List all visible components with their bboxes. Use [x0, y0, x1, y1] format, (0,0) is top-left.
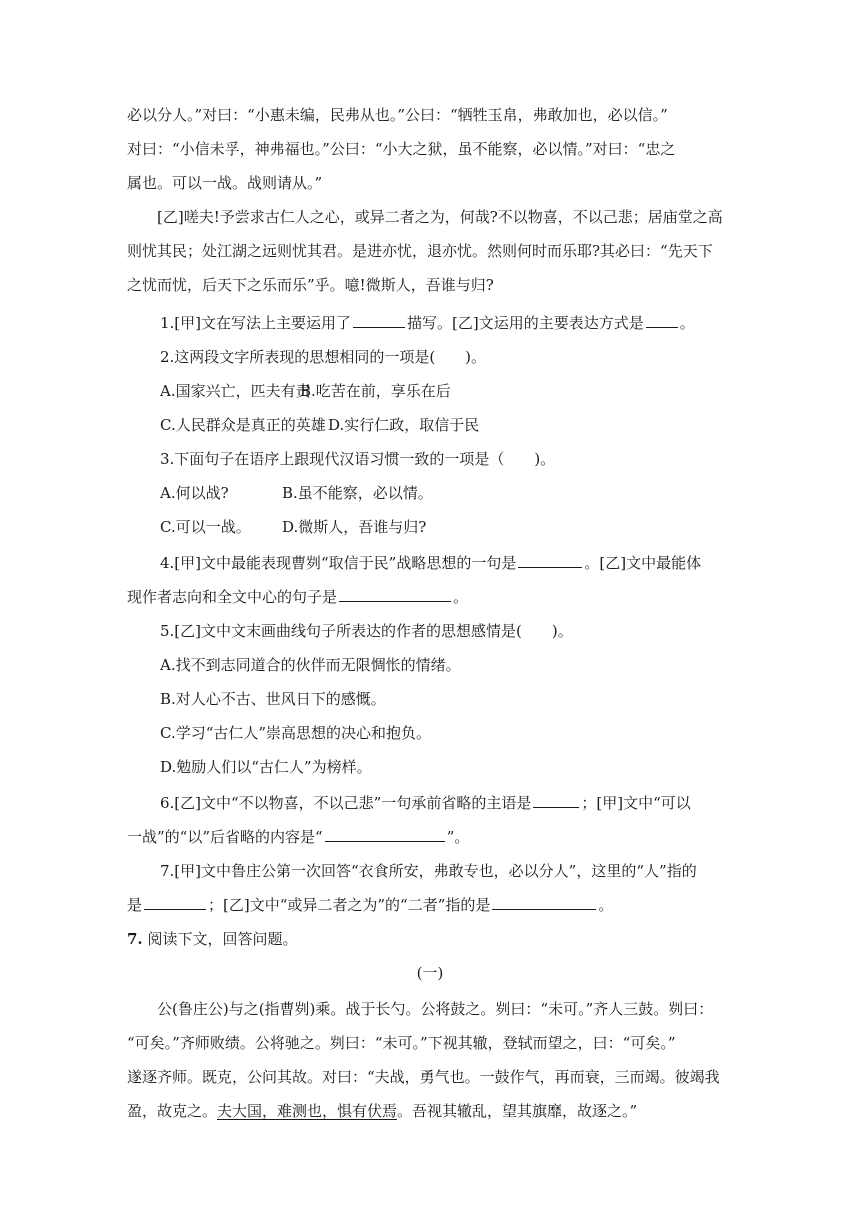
answer-blank[interactable] [144, 891, 206, 910]
question-text: 一战”的“以”后省略的内容是“ [127, 828, 323, 846]
option-d[interactable]: D.实行仁政，取信于民 [328, 416, 480, 434]
passage-yi-line: 则忧其民；处江湖之远则忧其君。是进亦忧，退亦忧。然则何时而乐耶?其必曰：“先天下 [127, 242, 713, 260]
reading-text: 盈，故克之。 [127, 1102, 218, 1120]
answer-blank[interactable] [533, 789, 579, 808]
option-row [160, 476, 433, 510]
option-row [160, 510, 426, 544]
question-text: 4.[甲]文中最能表现曹刿“取信于民”战略思想的一句是 [160, 554, 517, 572]
option-a[interactable]: A.找不到志同道合的伙伴而无限惆怅的情绪。 [160, 656, 461, 674]
option-row [160, 374, 451, 408]
option-b[interactable]: B.吃苦在前，享乐在后 [300, 382, 451, 400]
reading-line [127, 1094, 637, 1128]
passage-yi-line: 之忧而忧，后天下之乐而乐”乎。噫!微斯人，吾谁与归? [127, 276, 494, 294]
option-d[interactable]: D.微斯人，吾谁与归? [282, 518, 427, 536]
question-6-cont [127, 820, 469, 854]
answer-blank[interactable] [518, 549, 582, 568]
answer-blank[interactable] [646, 309, 678, 328]
question-text: 。[乙]文中最能体 [584, 554, 702, 572]
answer-blank[interactable] [353, 309, 405, 328]
question-text: 是 [127, 896, 143, 914]
passage-line: 属也。可以一战。战则请从。” [127, 174, 323, 192]
reading-line: 公(鲁庄公)与之(指曹刿)乘。战于长勺。公将鼓之。刿曰：“未可。”齐人三鼓。刿曰： [157, 1000, 714, 1018]
section-heading [127, 922, 297, 956]
question-text: 。 [679, 314, 695, 332]
option-c[interactable]: C.学习“古仁人”崇高思想的决心和抱负。 [160, 724, 432, 742]
option-a[interactable]: A.何以战? [160, 484, 229, 502]
answer-blank[interactable] [492, 891, 596, 910]
passage-line: 对曰：“小信未孚，神弗福也。”公曰：“小大之狱，虽不能察，必以情。”对曰：“忠之 [127, 140, 676, 158]
section-number: 7. [127, 930, 143, 948]
section-subtitle: (一) [416, 964, 444, 982]
option-row [160, 408, 479, 442]
question-7: 7.[甲]文中鲁庄公第一次回答“衣食所安，弗敢专也，必以分人”，这里的“人”指的 [160, 862, 697, 880]
question-text: ”。 [446, 828, 470, 846]
answer-blank[interactable] [325, 823, 445, 842]
option-c[interactable]: C.人民群众是真正的英雄 [160, 416, 326, 434]
question-text: 现作者志向和全文中心的句子是 [127, 588, 338, 606]
question-2: 2.这两段文字所表现的思想相同的一项是( )。 [160, 348, 487, 366]
question-text: ；[乙]文中“或异二者之为”的“二者”指的是 [208, 896, 491, 914]
answer-blank[interactable] [339, 583, 451, 602]
question-1 [160, 306, 695, 340]
question-text: 6.[乙]文中“不以物喜，不以己悲”一句承前省略的主语是 [160, 794, 532, 812]
underlined-sentence: 夫大国，难测也，惧有伏焉 [217, 1102, 398, 1120]
question-3: 3.下面句子在语序上跟现代汉语习惯一致的一项是（ )。 [160, 450, 556, 468]
question-text: 描写。[乙]文运用的主要表达方式是 [407, 314, 644, 332]
option-d[interactable]: D.勉励人们以“古仁人”为榜样。 [160, 758, 372, 776]
option-a[interactable]: A.国家兴亡，匹夫有责 [160, 382, 311, 400]
question-7-cont [127, 888, 613, 922]
question-4 [160, 546, 701, 580]
question-text: 。 [598, 896, 614, 914]
reading-text: 。吾视其辙乱，望其旗靡，故逐之。” [397, 1102, 638, 1120]
question-4-cont [127, 580, 468, 614]
question-text: 1.[甲]文在写法上主要运用了 [160, 314, 352, 332]
passage-line: 必以分人。”对曰：“小惠未编，民弗从也。”公曰：“牺牲玉帛，弗敢加也，必以信。” [127, 106, 668, 124]
option-c[interactable]: C.可以一战。 [160, 518, 251, 536]
passage-yi-line: [乙]嗟夫!予尝求古仁人之心，或异二者之为，何哉?不以物喜，不以己悲；居庙堂之高 [157, 208, 723, 226]
reading-line: 遂逐齐师。既克，公问其故。对曰：“夫战，勇气也。一鼓作气，再而衰，三而竭。彼竭我 [127, 1068, 720, 1086]
question-6 [160, 786, 691, 820]
option-b[interactable]: B.虽不能察，必以情。 [282, 484, 433, 502]
reading-line: “可矣。”齐师败绩。公将驰之。刿曰：“未可。”下视其辙，登轼而望之，曰：“可矣。” [127, 1034, 676, 1052]
question-text: ；[甲]文中“可以 [581, 794, 691, 812]
section-title: 阅读下文，回答问题。 [147, 930, 298, 948]
option-b[interactable]: B.对人心不古、世风日下的感慨。 [160, 690, 386, 708]
question-text: 。 [453, 588, 469, 606]
question-5: 5.[乙]文中文末画曲线句子所表达的作者的思想感情是( )。 [160, 622, 573, 640]
